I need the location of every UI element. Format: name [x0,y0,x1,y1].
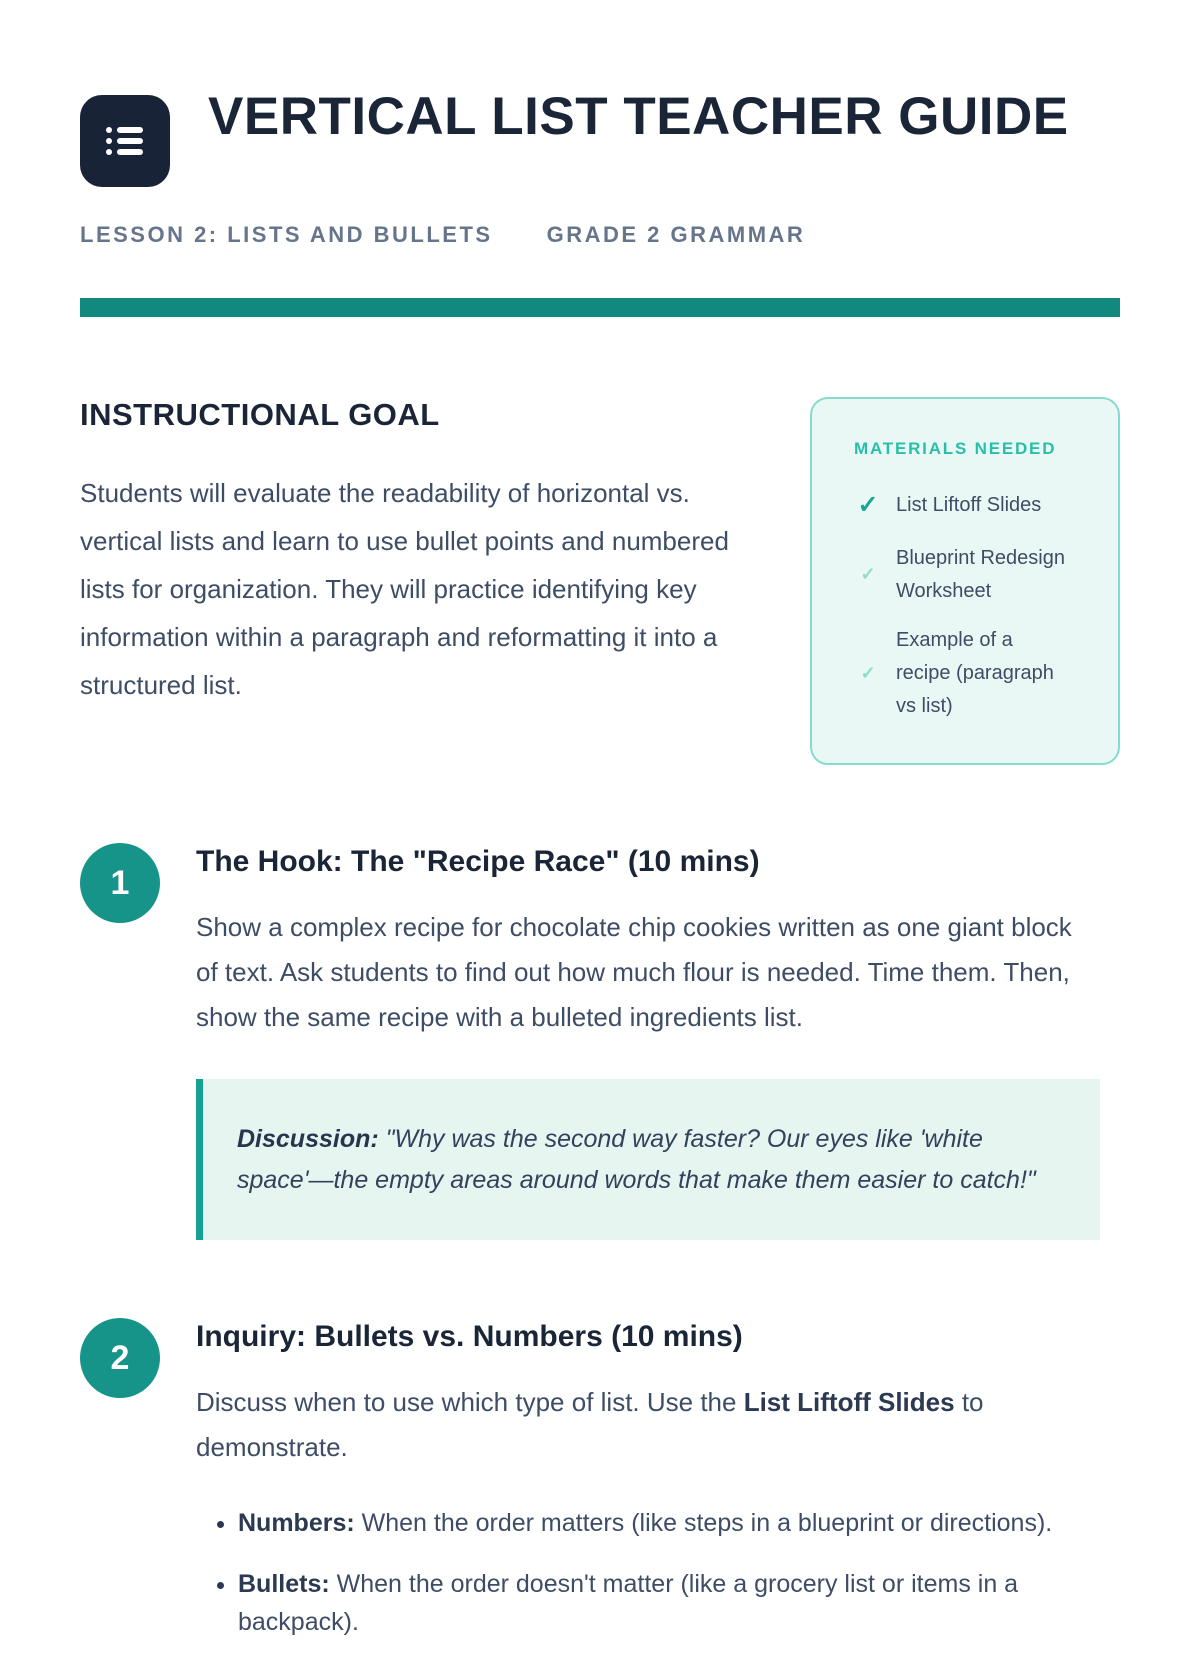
discussion-label: Discussion: [237,1125,379,1154]
step-2-heading: Inquiry: Bullets vs. Numbers (10 mins) [196,1320,743,1354]
bullet-label: Bullets: [238,1569,330,1598]
step-1-body: Show a complex recipe for chocolate chip cookies written as one giant block of text. Ask students to find out how much flour is needed. Time them. Then, show the same recipe with a bulleted ingredients list. [196,912,1072,1032]
material-label: Blueprint Redesign Worksheet [896,547,1065,603]
discussion-quote: "Why was the second way faster? Our eyes like 'white space'—the empty areas around words that make them easier to catch!" [237,1125,1036,1194]
lesson-meta [80,222,1120,248]
bullet-label: Numbers: [238,1508,355,1537]
header-row [80,87,1120,187]
material-item [854,624,1090,723]
goal-heading: INSTRUCTIONAL GOAL [80,397,440,432]
bullet-text: When the order doesn't matter (like a grocery list or items in a backpack). [238,1569,1019,1637]
bullet-text: When the order matters (like steps in a blueprint or directions). [354,1508,1053,1537]
step-1-section [80,843,1120,1240]
step-1-heading: The Hook: The "Recipe Race" (10 mins) [196,845,760,879]
discussion-callout-text [237,1119,1066,1200]
step-1-content [196,843,1100,1240]
discussion-callout [196,1079,1100,1240]
check-icon: ✓ [860,662,876,683]
step-2-body-bold: List Liftoff Slides [743,1387,955,1418]
step-2-content [196,1318,1100,1664]
step-2-number-badge: 2 [80,1318,160,1398]
materials-list [854,485,1090,723]
header [80,87,1120,317]
bullet-item-bullets [238,1565,1100,1643]
materials-card [810,397,1120,765]
instructional-goal-section [80,397,1120,765]
step-1-number-badge: 1 [80,843,160,923]
grade-label: GRADE 2 GRAMMAR [546,222,806,247]
goal-column [80,397,732,709]
check-icon: ✓ [860,564,876,585]
check-icon: ✓ [857,491,879,519]
materials-heading: MATERIALS NEEDED [854,439,1057,458]
lesson-label: LESSON 2: LISTS AND BULLETS [80,222,493,247]
material-label: Example of a recipe (paragraph vs list) [896,629,1054,718]
step-2-section [80,1318,1120,1664]
goal-body: Students will evaluate the readability of horizontal vs. vertical lists and learn to use bullet points and numbered lists for organization. They will practice identifying key information within a paragraph and reformatting it into a structured list. [80,478,729,701]
step-2-body-prefix: Discuss when to use which type of list. Use the [196,1387,744,1418]
step-2-body-suffix: to demonstrate. [196,1387,984,1463]
material-item [854,485,1090,526]
material-item [854,542,1090,608]
bulleted-list-glyph [101,117,149,165]
step-2-body [196,1380,1100,1469]
bulleted-list-icon [80,95,170,187]
list-types-bullets [196,1504,1100,1642]
bullet-item-numbers [238,1504,1100,1543]
material-label: List Liftoff Slides [896,494,1042,517]
divider-bar [80,298,1120,317]
page-title: VERTICAL LIST TEACHER GUIDE [208,87,1069,146]
